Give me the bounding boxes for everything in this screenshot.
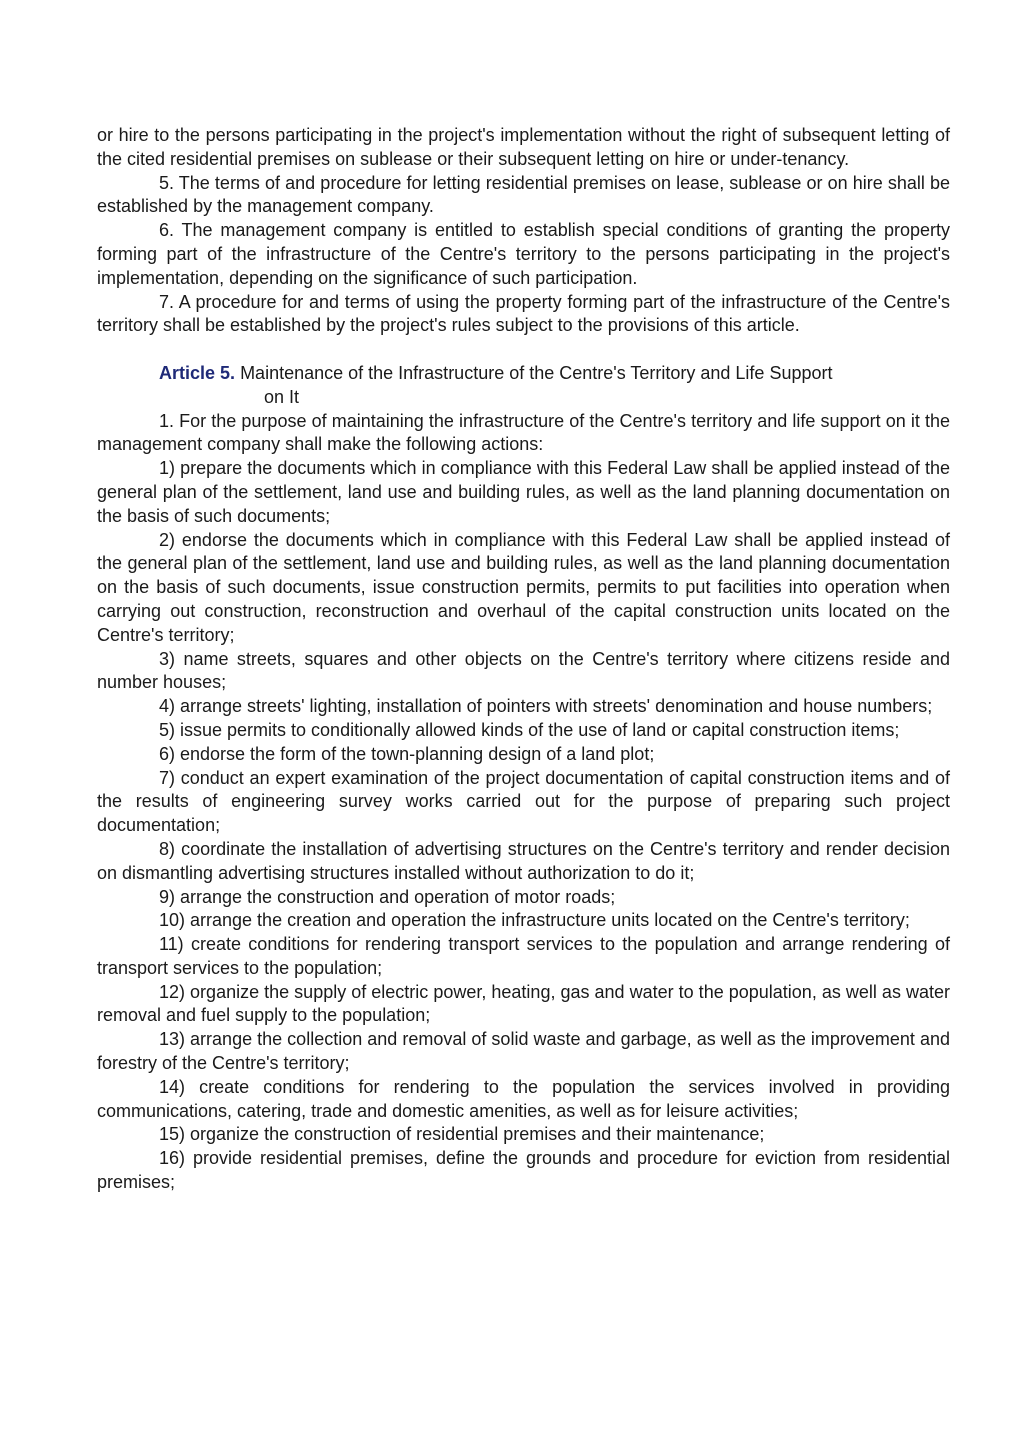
- action-item: 16) provide residential premises, define the grounds and procedure for eviction from residential premises;: [97, 1148, 950, 1193]
- clause-1: 1. For the purpose of maintaining the infrastructure of the Centre's territory and life support on it the management company shall make the following actions:: [97, 410, 950, 455]
- action-item: 7) conduct an expert examination of the project documentation of capital construction items and of the results of engineering survey works carried out for the purpose of preparing such project documentation;: [97, 767, 950, 836]
- action-item: 5) issue permits to conditionally allowed kinds of the use of land or capital construction items;: [159, 719, 900, 740]
- opening-paragraph: or hire to the persons participating in the project's implementation without the right of subsequent letting of the cited residential premises on sublease or their subsequent letting on hire or under-tenancy.: [97, 125, 950, 169]
- action-item: 4) arrange streets' lighting, installation of pointers with streets' denomination and house numbers;: [159, 696, 933, 717]
- action-item: 9) arrange the construction and operation of motor roads;: [159, 886, 616, 907]
- action-item: 13) arrange the collection and removal of solid waste and garbage, as well as the improvement and forestry of the Centre's territory;: [97, 1029, 950, 1074]
- action-item: 15) organize the construction of residential premises and their maintenance;: [159, 1124, 765, 1145]
- action-item: 8) coordinate the installation of advertising structures on the Centre's territory and render decision on dismantling advertising structures installed without authorization to do it;: [97, 838, 950, 883]
- article-title: Maintenance of the Infrastructure of the Centre's Territory and Life Support: [240, 362, 833, 383]
- action-item: 11) create conditions for rendering transport services to the population and arrange rendering of transport services to the population;: [97, 934, 950, 978]
- action-item: 2) endorse the documents which in compliance with this Federal Law shall be applied instead of the general plan of the settlement, land use and building rules, as well as the land planning documentation on the basis of such documents, issue construction permits, permits to put facilities into operation when carrying out construction, reconstruction and overhaul of the capital construction units located on the Centre's territory;: [97, 529, 950, 645]
- article-heading: [97, 362, 950, 386]
- action-item: 12) organize the supply of electric power, heating, gas and water to the population, as well as water removal and fuel supply to the population;: [97, 981, 950, 1026]
- document-page: [97, 124, 950, 1195]
- action-item: 14) create conditions for rendering to the population the services involved in providing communications, catering, trade and domestic amenities, as well as for leisure activities;: [97, 1076, 950, 1121]
- article-label: Article 5.: [159, 362, 236, 383]
- point-5: 5. The terms of and procedure for letting residential premises on lease, sublease or on hire shall be established by the management company.: [97, 172, 950, 217]
- point-7: 7. A procedure for and terms of using the property forming part of the infrastructure of the Centre's territory shall be established by the project's rules subject to the provisions of this article.: [97, 291, 950, 336]
- point-6: 6. The management company is entitled to establish special conditions of granting the property forming part of the infrastructure of the Centre's territory to the persons participating in the project's implementation, depending on the significance of such participation.: [97, 220, 950, 288]
- article-title-continuation: on It: [264, 386, 300, 407]
- action-item: 10) arrange the creation and operation the infrastructure units located on the Centre's territory;: [159, 910, 910, 931]
- action-item: 6) endorse the form of the town-planning design of a land plot;: [159, 743, 655, 764]
- section-spacer: [97, 338, 950, 362]
- action-item: 1) prepare the documents which in compliance with this Federal Law shall be applied instead of the general plan of the settlement, land use and building rules, as well as the land planning documentation on the basis of such documents;: [97, 458, 950, 526]
- action-item: 3) name streets, squares and other objects on the Centre's territory where citizens reside and number houses;: [97, 648, 950, 693]
